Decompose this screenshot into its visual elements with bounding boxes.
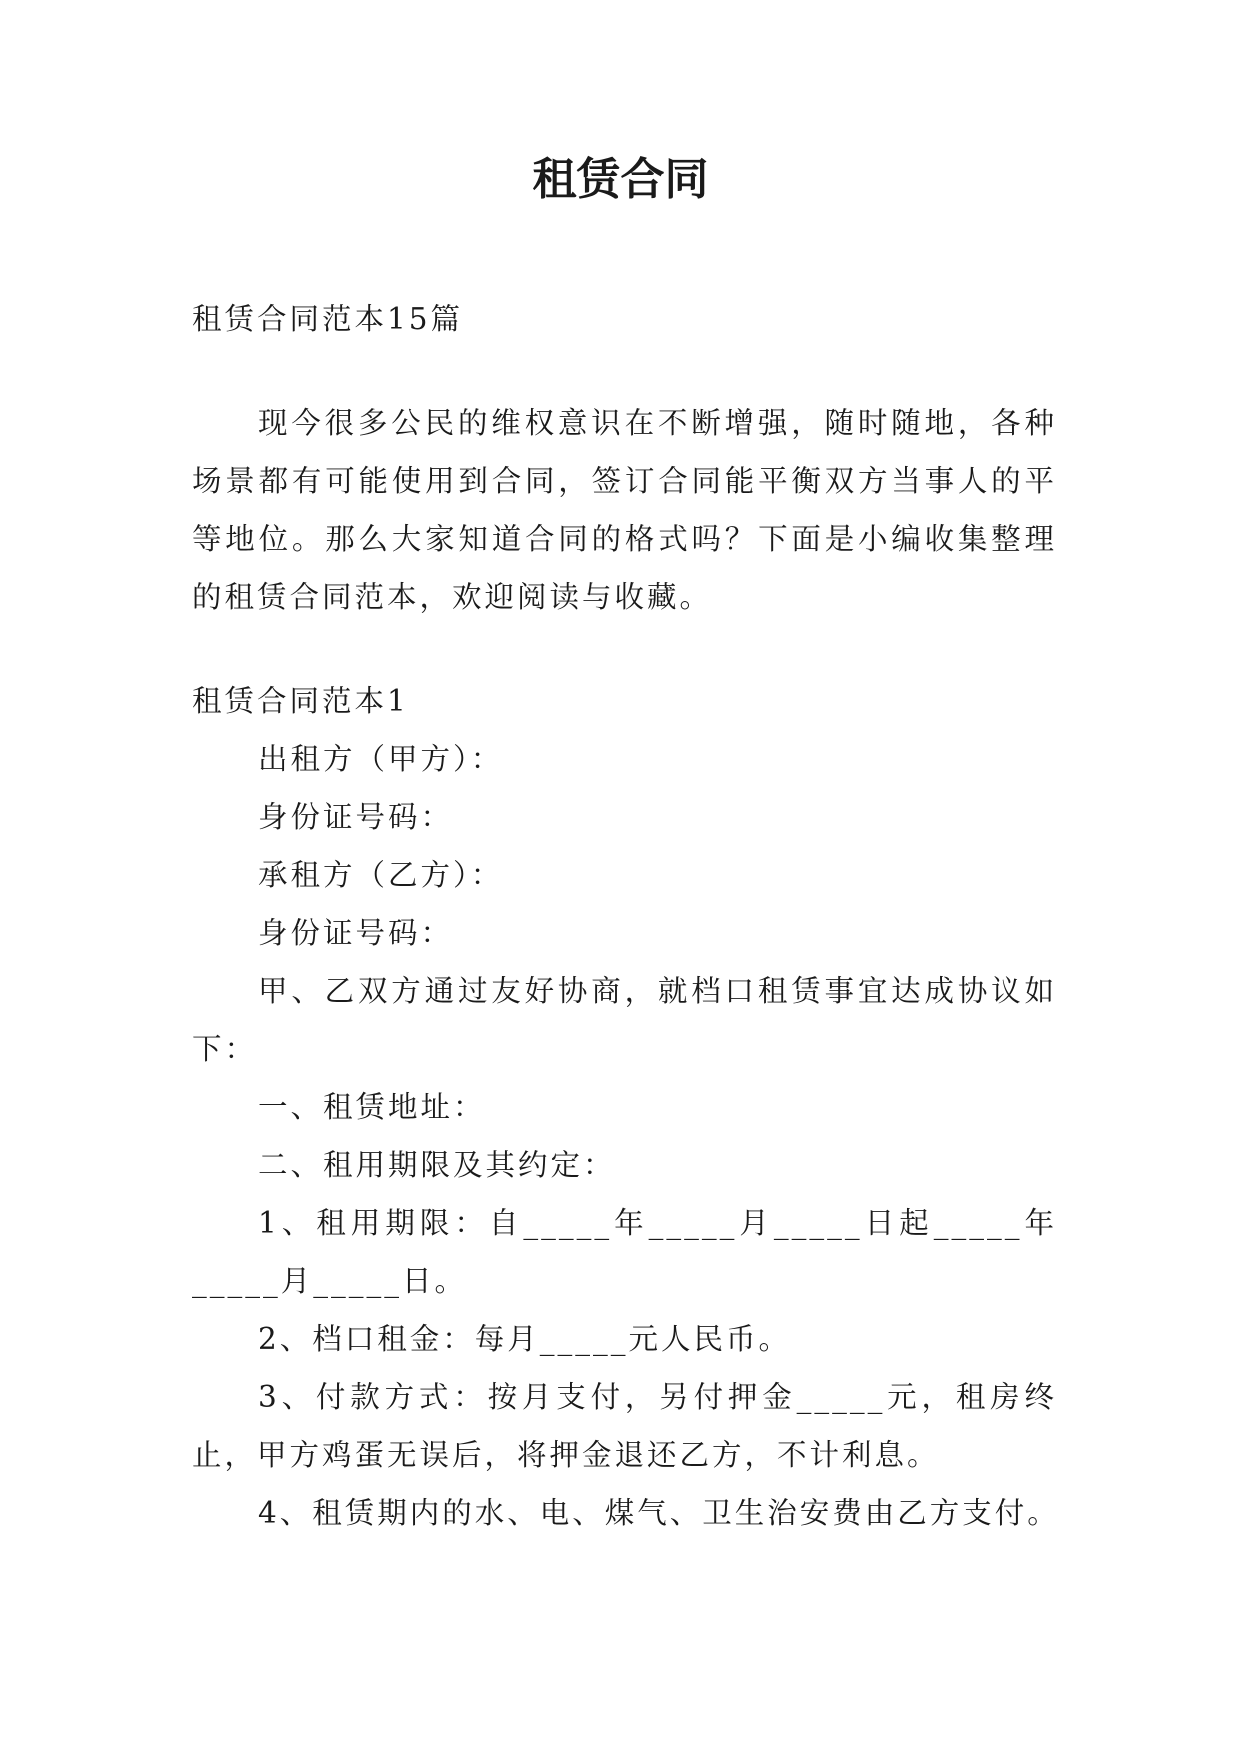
lessee-id-field: 身份证号码： <box>258 916 454 950</box>
clause-payment: 3、付款方式：按月支付，另付押金_____元，租房终止，甲方鸡蛋无误后，将押金退还乙方，不计利息。 <box>192 1380 1057 1472</box>
clause-term: 1、租用期限：自_____年_____月_____日起_____年_____月_____日。 <box>192 1206 1057 1298</box>
lessor-field: 出租方（甲方）： <box>258 742 504 776</box>
clause-address: 一、租赁地址： <box>258 1090 486 1124</box>
intro-paragraph: 现今很多公民的维权意识在不断增强，随时随地，各种场景都有可能使用到合同，签订合同能平衡双方当事人的平等地位。那么大家知道合同的格式吗？下面是小编收集整理的租赁合同范本，欢迎阅读与收藏。 <box>192 406 1057 614</box>
lessor-id-field: 身份证号码： <box>258 800 454 834</box>
clause-utilities: 4、租赁期内的水、电、煤气、卫生治安费由乙方支付。 <box>258 1496 1060 1530</box>
section-heading: 租赁合同范本1 <box>192 684 409 718</box>
clause-term-heading: 二、租用期限及其约定： <box>258 1148 616 1182</box>
document-title: 租赁合同 <box>532 154 709 205</box>
clause-rent: 2、档口租金：每月_____元人民币。 <box>258 1322 792 1356</box>
document-subtitle: 租赁合同范本15篇 <box>192 302 464 336</box>
agreement-intro: 甲、乙双方通过友好协商，就档口租赁事宜达成协议如下： <box>192 974 1057 1066</box>
document-body <box>192 290 1060 1542</box>
lessee-field: 承租方（乙方）： <box>258 858 504 892</box>
